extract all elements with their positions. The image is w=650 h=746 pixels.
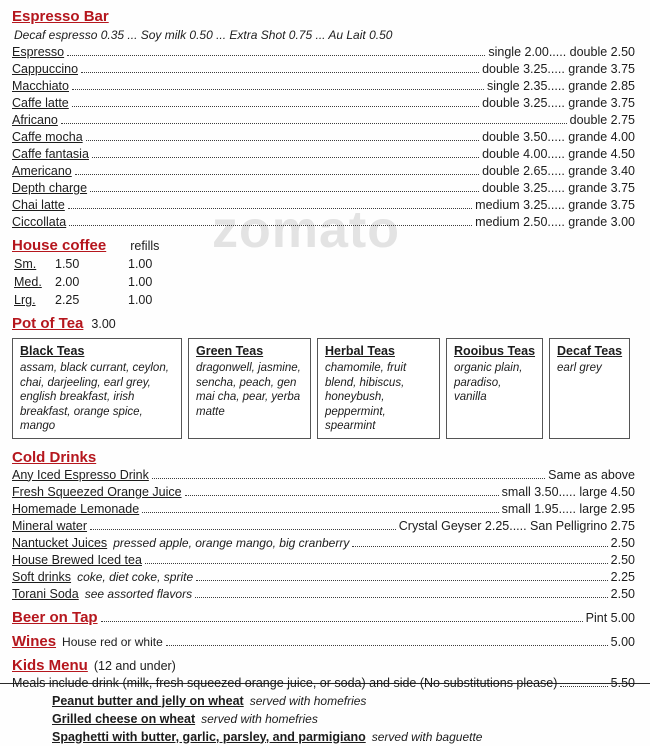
house-coffee-row-medium <box>12 273 635 291</box>
menu-item-chai-latte <box>12 197 635 214</box>
tea-box-title: Herbal Teas <box>325 344 395 358</box>
pot-of-tea-header <box>12 314 635 333</box>
menu-item-ciccollata <box>12 214 635 231</box>
refills-column-label: refills <box>130 239 160 253</box>
item-note: served with baguette <box>371 729 483 744</box>
menu-item-iced-tea <box>12 552 635 569</box>
section-title-kids-menu: Kids Menu <box>12 656 88 674</box>
item-price: double 4.00..... grande 4.50 <box>482 147 635 161</box>
dotted-leader <box>92 157 479 158</box>
item-price: medium 2.50..... grande 3.00 <box>475 215 635 229</box>
tea-box-decaf <box>549 338 630 439</box>
watermark: zomato <box>212 201 400 259</box>
item-name: Nantucket Juices <box>12 535 108 550</box>
refill-price: 1.00 <box>128 257 153 271</box>
size-label: Sm. <box>14 257 37 271</box>
dotted-leader <box>152 478 545 479</box>
item-price: Crystal Geyser 2.25..... San Pelligrino 2.75 <box>398 518 635 533</box>
tea-box-desc: earl grey <box>557 362 602 374</box>
tea-box-desc: organic plain, paradiso, vanilla <box>454 362 523 403</box>
tea-box-green <box>188 338 311 439</box>
kids-item-pbj <box>12 692 635 710</box>
size-price: 1.50 <box>55 257 80 271</box>
item-name: Any Iced Espresso Drink <box>12 467 149 482</box>
dotted-leader <box>101 621 583 622</box>
item-name: Depth charge <box>12 181 88 195</box>
tea-box-desc: assam, black currant, ceylon, chai, darjeeling, earl grey, english breakfast, irish breakfast, orange spice, mango <box>20 362 169 432</box>
size-label: Med. <box>14 275 42 289</box>
item-name: Ciccollata <box>12 215 67 229</box>
item-price: double 3.50..... grande 4.00 <box>482 130 635 144</box>
tea-box-herbal <box>317 338 440 439</box>
refill-price: 1.00 <box>128 275 153 289</box>
item-price: medium 3.25..... grande 3.75 <box>475 198 635 212</box>
house-coffee-header <box>12 236 635 255</box>
tea-box-title: Green Teas <box>196 344 264 358</box>
item-name: Homemade Lemonade <box>12 501 140 516</box>
tea-box-desc: chamomile, fruit blend, hibiscus, honeybush, peppermint, spearmint <box>325 362 407 432</box>
item-note: served with homefries <box>249 693 367 708</box>
wines-row <box>12 632 635 651</box>
size-label: Lrg. <box>14 293 36 307</box>
dotted-leader <box>69 225 472 226</box>
menu-item-nantucket-juices <box>12 535 635 552</box>
item-name: Spaghetti with butter, garlic, parsley, and parmigiano <box>52 729 366 744</box>
kids-menu-intro: Meals include drink (milk, fresh squeezed orange juice, or soda) and side (No substitutions please) <box>12 675 558 690</box>
menu-item-mineral-water <box>12 518 635 535</box>
menu-item-macchiato <box>12 78 635 95</box>
item-name: Caffe latte <box>12 96 69 110</box>
cold-drinks-header <box>12 448 635 467</box>
dotted-leader <box>75 174 479 175</box>
tea-box-title: Rooibus Teas <box>454 344 536 358</box>
tea-box-title: Black Teas <box>20 344 85 358</box>
house-coffee-row-large <box>12 291 635 309</box>
section-title-beer: Beer on Tap <box>12 608 98 626</box>
dotted-leader <box>560 686 607 687</box>
menu-item-iced-espresso <box>12 467 635 484</box>
item-name: Mineral water <box>12 518 88 533</box>
item-price: double 3.25..... grande 3.75 <box>482 96 635 110</box>
item-name: Torani Soda <box>12 586 79 601</box>
dotted-leader <box>142 512 498 513</box>
dotted-leader <box>166 645 608 646</box>
menu-item-caffe-fantasia <box>12 146 635 163</box>
dotted-leader <box>72 89 484 90</box>
tea-boxes <box>12 338 635 439</box>
wines-price: 5.00 <box>610 634 635 649</box>
item-price: 2.50 <box>610 586 635 601</box>
item-price: Same as above <box>548 467 635 482</box>
dotted-leader <box>67 55 485 56</box>
item-name: Americano <box>12 164 72 178</box>
item-name: House Brewed Iced tea <box>12 552 142 567</box>
section-title-espresso-bar: Espresso Bar <box>12 8 109 25</box>
item-name: Grilled cheese on wheat <box>52 711 196 726</box>
dotted-leader <box>81 72 479 73</box>
menu-item-africano <box>12 112 635 129</box>
item-name: Cappuccino <box>12 62 79 76</box>
item-name: Africano <box>12 113 58 127</box>
house-coffee-row-small <box>12 255 635 273</box>
section-title-house-coffee: House coffee <box>12 237 107 254</box>
menu-item-caffe-latte <box>12 95 635 112</box>
item-price: 2.50 <box>610 535 635 550</box>
kids-menu-subtitle: (12 and under) <box>93 658 176 673</box>
size-price: 2.00 <box>55 275 80 289</box>
item-price: small 3.50..... large 4.50 <box>501 484 635 499</box>
dotted-leader <box>195 597 608 598</box>
refill-price: 1.00 <box>128 293 153 307</box>
tea-box-desc: dragonwell, jasmine, sencha, peach, gen mai cha, pear, yerba matte <box>196 362 301 418</box>
menu-item-torani-soda <box>12 586 635 603</box>
kids-item-spaghetti <box>12 728 635 746</box>
espresso-bar-header <box>12 7 635 26</box>
section-title-pot-of-tea: Pot of Tea <box>12 315 84 332</box>
dotted-leader <box>352 546 607 547</box>
item-name: Caffe mocha <box>12 130 83 144</box>
menu-item-soft-drinks <box>12 569 635 586</box>
tea-box-black <box>12 338 182 439</box>
kids-item-grilled-cheese <box>12 710 635 728</box>
item-name: Chai latte <box>12 198 65 212</box>
kids-menu-intro-row <box>12 675 635 692</box>
espresso-bar-note: Decaf espresso 0.35 ... Soy milk 0.50 ... Extra Shot 0.75 ... Au Lait 0.50 <box>14 28 393 42</box>
dotted-leader <box>86 140 479 141</box>
item-price: double 2.75 <box>569 113 635 127</box>
menu-item-espresso <box>12 44 635 61</box>
item-price: 2.50 <box>610 552 635 567</box>
item-name: Fresh Squeezed Orange Juice <box>12 484 182 499</box>
item-name: Caffe fantasia <box>12 147 89 161</box>
beer-price: Pint 5.00 <box>585 610 635 625</box>
kids-menu-price: 5.50 <box>610 675 635 690</box>
item-name: Espresso <box>12 45 65 59</box>
beer-on-tap-row <box>12 608 635 627</box>
item-note: served with homefries <box>201 711 318 726</box>
item-price: double 3.25..... grande 3.75 <box>482 181 635 195</box>
item-name: Peanut butter and jelly on wheat <box>52 693 244 708</box>
dotted-leader <box>145 563 608 564</box>
menu-item-depth-charge <box>12 180 635 197</box>
dotted-leader <box>72 106 479 107</box>
dotted-leader <box>185 495 499 496</box>
menu-item-orange-juice <box>12 484 635 501</box>
dotted-leader <box>61 123 567 124</box>
item-name: Soft drinks <box>12 569 72 584</box>
tea-box-rooibus <box>446 338 543 439</box>
dotted-leader <box>90 529 396 530</box>
wines-note: House red or white <box>62 634 163 649</box>
item-name: Macchiato <box>12 79 69 93</box>
item-price: 2.25 <box>610 569 635 584</box>
item-price: single 2.00..... double 2.50 <box>488 45 635 59</box>
menu-item-lemonade <box>12 501 635 518</box>
menu-item-cappuccino <box>12 61 635 78</box>
pot-of-tea-price: 3.00 <box>91 317 116 331</box>
menu-item-americano <box>12 163 635 180</box>
item-price: double 2.65..... grande 3.40 <box>482 164 635 178</box>
item-note: see assorted flavors <box>84 586 193 601</box>
dotted-leader <box>68 208 472 209</box>
section-title-wines: Wines <box>12 632 57 650</box>
item-price: single 2.35..... grande 2.85 <box>486 79 635 93</box>
item-price: small 1.95..... large 2.95 <box>501 501 635 516</box>
size-price: 2.25 <box>55 293 80 307</box>
section-title-cold-drinks: Cold Drinks <box>12 448 97 466</box>
item-note: pressed apple, orange mango, big cranberry <box>113 535 350 550</box>
menu-item-caffe-mocha <box>12 129 635 146</box>
item-note: coke, diet coke, sprite <box>77 569 194 584</box>
tea-box-title: Decaf Teas <box>557 344 623 358</box>
dotted-leader <box>90 191 479 192</box>
kids-menu-header <box>12 656 635 675</box>
dotted-leader <box>196 580 608 581</box>
item-price: double 3.25..... grande 3.75 <box>482 62 635 76</box>
